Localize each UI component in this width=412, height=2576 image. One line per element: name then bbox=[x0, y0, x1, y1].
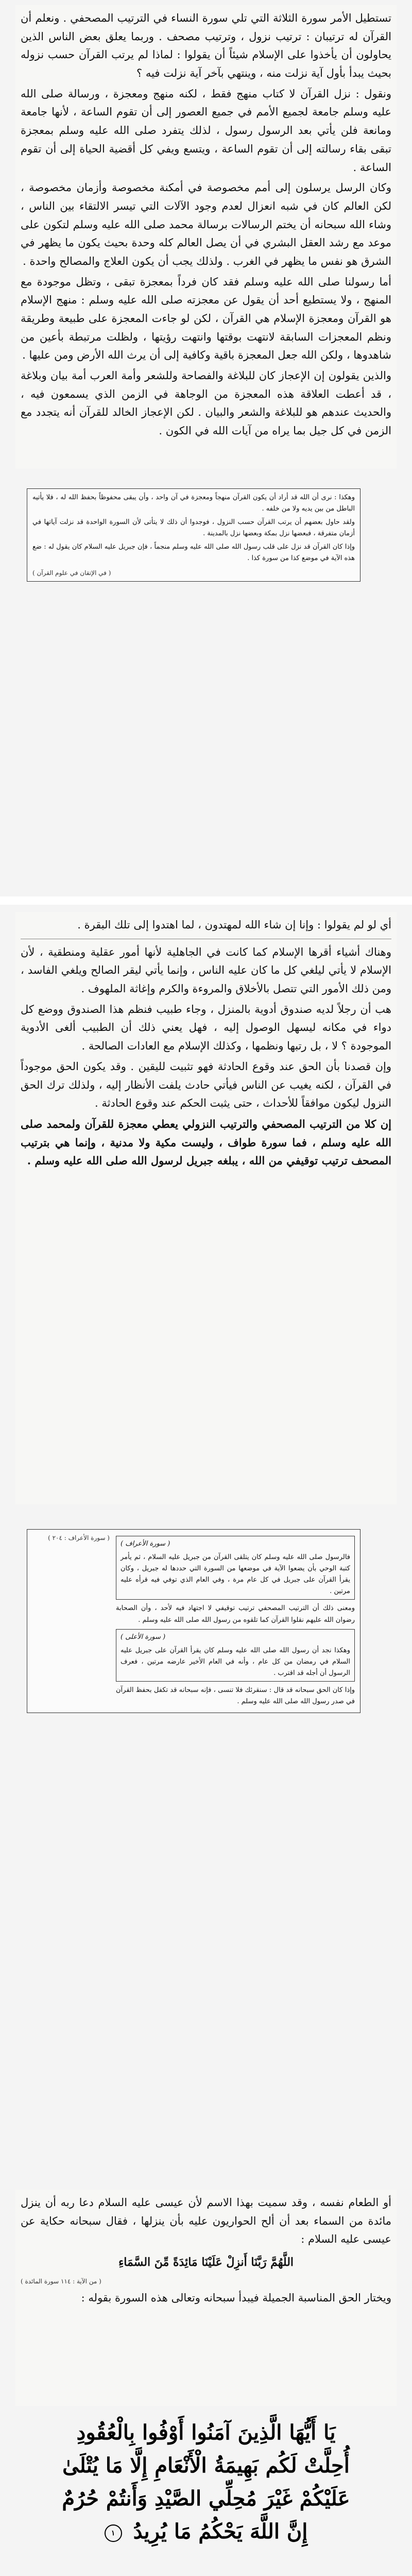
section-intro bbox=[15, 5, 397, 469]
quote-box bbox=[116, 1536, 355, 1600]
verse-reference: ( من الآية : ١١٤ سورة المائدة ) bbox=[21, 2278, 101, 2285]
paragraph: تستطيل الأمر سورة الثلاثة التي تلي سورة النساء في الترتيب المصحفي . ونعلم أن القرآن له ترتيبان : ترتيب نزول ، وترتيب مصحف . وربما يعلق بعض الناس الذين يحاولون أن يأخذوا على الإسلام شيئاً أن يقولوا : لماذا لم يرتب القرآن حسب نزوله بحيث يبدأ بأول آية نزلت منه ، وينتهي بآخر آية نزلت فيه ؟ bbox=[21, 12, 391, 80]
quote-title: ( سورة الأعراف ) bbox=[121, 1540, 170, 1548]
footnote-paragraph: وهكذا : نرى أن الله قد أراد أن يكون القرآن منهجاً ومعجزة في آن واحد ، وأن يبقى محفوظاً بحفظ الله له ، فلا يأتيه الباطل من بين يديه ولا من خلفه . bbox=[32, 494, 355, 513]
paragraph: أما رسولنا صلى الله عليه وسلم فقد كان فرداً بمعجزة تبقى ، وتظل موجودة مع المنهج ، ولا يستطيع أحد أن يقول عن معجزته صلى الله عليه وسلم : منهج الإسلام هو القرآن ومعجزة الإسلام هي القرآن ، لكن لو جاءت المعجزة على طبيعة وطريقة ونظم المعجزات السابقة لانتهت بوقتها وانتهت رؤيتها ، ولظلت مرتبطة بأعين من شاهدوها ، ولكن الله جعل المعجزة باقية وكافية إلى أن يرث الله الأرض ومن عليها . bbox=[21, 275, 391, 362]
footnote-paragraph: ولقد حاول بعضهم أن يرتب القرآن حسب النزول ، فوجدوا أن ذلك لا يتأتى لأن السورة الواحدة قد نزلت آياتها في أزمان متفرقة ، فبعضها نزل بمكة وبعضها نزل بالمدينة . bbox=[32, 518, 355, 538]
ayah-number-medallion: ١ bbox=[105, 2524, 122, 2542]
footnote-box bbox=[27, 1529, 360, 1713]
footnote-paragraph: وإذا كان القرآن قد نزل على قلب رسول الله صلى الله عليه وسلم منجماً ، فإن جبريل عليه السلام كان يقول له : ضع هذه الآية في موضع كذا من سورة كذا . bbox=[32, 543, 355, 563]
section-closing bbox=[15, 2190, 397, 2406]
paragraph: وإن قصدنا بأن الحق عند وقوع الحادثة فهو تثبيت لليقين . وقد يكون الحق موجوداً في القرآن ، لكنه يغيب عن الناس فيأتي حادث يلفت الأنظار إليه ، ولذلك ترك الحق النزول ليكون موافقاً للأحداث ، حتى يثبت الحكم عند وقوع الحادثة . bbox=[21, 1060, 391, 1110]
footnote-side-reference: ( سورة الأعراف : ٢٠٤ ) bbox=[48, 1534, 110, 1541]
footnote-citation: ( في الإتقان في علوم القرآن ) bbox=[32, 569, 111, 577]
footnote-columns bbox=[32, 1533, 355, 1709]
paragraph: والذين يقولون إن الإعجاز كان للبلاغة والفصاحة وللشعر وأمة العرب أمة بيان وبلاغة ، قد أعطت العلاقة هذه المعجزة من الوجاهة في الزمن الذي يسمعون فيه ، والحديث عندهم هو للبلاغة والشعر والبيان . لكن الإعجاز الخالد للقرآن أنه يتجدد مع الزمن في كل جيل بما يراه من آيات الله في الكون . bbox=[21, 369, 391, 437]
calligraphy-text: يَا أَيُّهَا الَّذِينَ آمَنُوا أَوْفُوا بِالْعُقُودِ أُحِلَّتْ لَكُم بَهِيمَةُ الْأَنْعَامِ إِلَّا مَا يُتْلَىٰ عَلَيْكُمْ غَيْرَ مُحِلِّي الصَّيْدِ وَأَنتُمْ حُرُمٌ إِنَّ اللَّهَ يَحْكُمُ مَا يُرِيدُ bbox=[62, 2420, 350, 2544]
quote-box bbox=[116, 1629, 355, 1682]
quran-verse: اللَّهُمَّ رَبَّنَا أَنزِلْ عَلَيْنَا مَائِدَةً مِّنَ السَّمَاءِ bbox=[118, 2256, 294, 2269]
quote-body: فالرسول صلى الله عليه وسلم كان يتلقى القرآن من جبريل عليه السلام ، ثم يأمر كتبة الوحي بأن يضعوا الآية في موضعها من السورة التي حددها له جبريل ، وكان يقرأ القرآن على جبريل في كل عام مرة ، وفي العام الذي توفي فيه قرأه عليه مرتين . bbox=[121, 1553, 350, 1596]
paragraph: إن كلا من الترتيب المصحفي والترتيب النزولي يعطي معجزة للقرآن ولمحمد صلى الله عليه وسلم ، فما سورة طواف ، وليست مكية ولا مدنية ، وإنما هي بترتيب المصحف ترتيب توقيفي من الله ، يبلغه جبريل لرسول الله صلى الله عليه وسلم . bbox=[21, 1117, 391, 1167]
paragraph: ونقول : نزل القرآن لا كتاب منهج فقط ، لكنه منهج ومعجزة ، ورسالة صلى الله عليه وسلم جامعة لجميع الأمم في جميع العصور إلى أن تقوم الساعة ، لأنها جامعة ومانعة فلن يأتي بعد الرسول رسول ، لذلك يتفرد صلى الله عليه وسلم بمعجزة تبقى بقاء رسالته إلى أن تقوم الساعة ، ويتسع ويفي كل أقضية الحياة إلى أن تقوم الساعة . bbox=[21, 87, 391, 174]
paragraph: وهناك أشياء أقرها الإسلام كما كانت في الجاهلية لأنها أمور عقلية ومنطقية ، لأن الإسلام لا يأتي ليلغي كل ما كان عليه الناس ، وإنما يأتي ليقر الصالح ويلغي الفاسد ، ومن ذلك الأمور التي تتصل بالأخلاق والمروءة والكرم وإغاثة الملهوف . bbox=[21, 945, 391, 995]
page-break bbox=[0, 896, 412, 905]
quote-title: ( سورة الأعلى ) bbox=[121, 1633, 166, 1641]
quote-body: وهكذا نجد أن رسول الله صلى الله عليه وسلم كان يقرأ القرآن على جبريل عليه السلام في رمضان من كل عام ، وأنه في العام الأخير عارضه مرتين ، فعرف الرسول أن أجله قد اقترب . bbox=[121, 1646, 350, 1677]
footnote-panel bbox=[15, 1520, 397, 2169]
paragraph: هب أن رجلاً لديه صندوق أدوية بالمنزل ، وجاء طبيب فنظم هذا الصندوق ووضع كل دواء في مكانه ليسهل الوصول إليه ، فهل يعني ذلك أن الطبيب ألغى الأدوية الموجودة ؟ لا ، بل رتبها ونظمها ، وكذلك الإسلام مع العادات الصالحة . bbox=[21, 1003, 391, 1053]
footnote-box bbox=[27, 488, 360, 582]
paragraph: أو الطعام نفسه ، وقد سميت بهذا الاسم لأن عيسى عليه السلام دعا ربه أن ينزل مائدة من السماء بعد أن ألح الحواريون عليه بأن ينزلها ، فقال سبحانه حكاية عن عيسى عليه السلام : bbox=[21, 2196, 391, 2246]
paragraph: أي لو لم يقولوا : وإنا إن شاء الله لمهتدون ، لما اهتدوا إلى تلك البقرة . bbox=[77, 919, 391, 931]
paragraph: ويختار الحق المناسبة الجميلة فيبدأ سبحانه وتعالى هذه السورة بقوله : bbox=[81, 2291, 391, 2304]
footnote-panel bbox=[15, 479, 397, 881]
footnote-main bbox=[116, 1533, 355, 1709]
paragraph: وكان الرسل يرسلون إلى أمم مخصوصة في أمكنة مخصوصة وأزمان مخصوصة ، لكن العالم كان في شبه انعزال لعدم وجود الآلات التي تيسر الالتقاء بين الناس ، وشاء الله سبحانه أن يختم الرسالات برسالة محمد صلى الله عليه وسلم لتكون على موعد مع رشد العقل البشري في أن يصل العالم كله وحدة بحيث يكون ما يظهر في الشرق هو نفس ما يظهر في الغرب . ولذلك يجب أن يكون العلاج والمصالح واحدة . bbox=[21, 181, 391, 267]
calligraphy-verse bbox=[62, 2416, 350, 2544]
section-body bbox=[15, 912, 397, 1504]
footnote-paragraph: وإذا كان الحق سبحانه قد قال : سنقرئك فلا تنسى ، فإنه سبحانه قد تكفل بحفظ القرآن في صدر رسول الله صلى الله عليه وسلم . bbox=[116, 1686, 355, 1706]
footnote-paragraph: ومعنى ذلك أن الترتيب المصحفي ترتيب توقيفي لا اجتهاد فيه لأحد ، وأن الصحابة رضوان الله عليهم نقلوا القرآن كما تلقوه من رسول الله صلى الله عليه وسلم . bbox=[116, 1604, 355, 1624]
